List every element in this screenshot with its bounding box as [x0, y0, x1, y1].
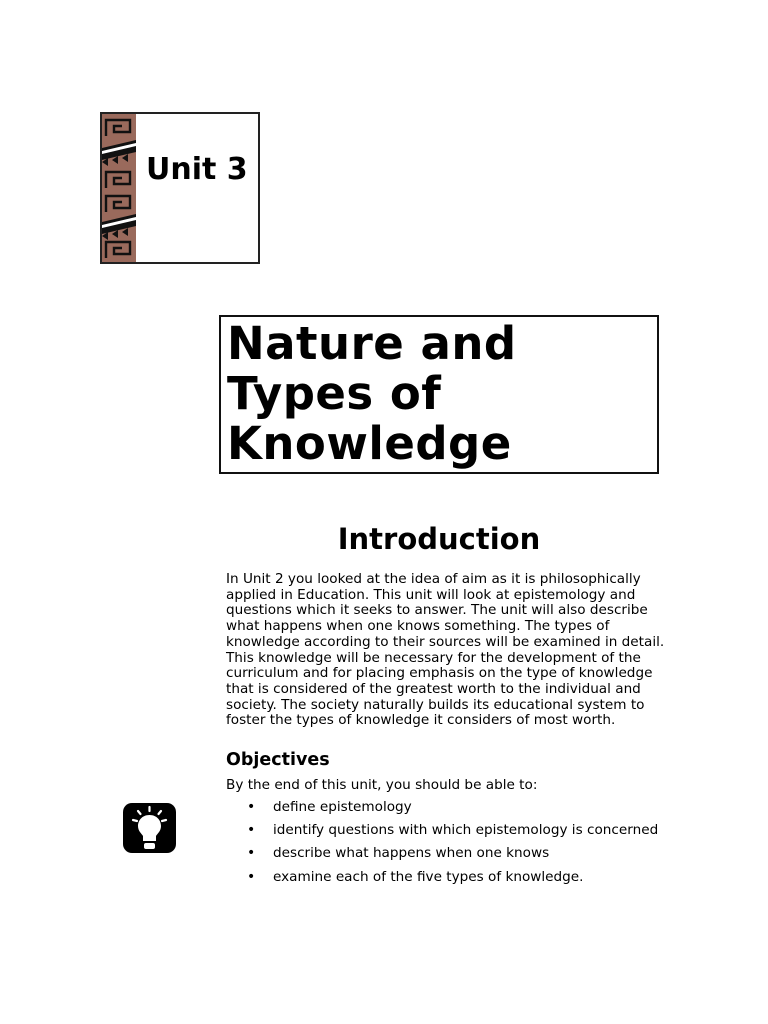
objective-item [226, 870, 666, 886]
chapter-title-line: Types of [227, 367, 442, 420]
objective-item [226, 823, 666, 839]
bullet-icon: • [247, 799, 256, 815]
chapter-title-line: Knowledge [227, 417, 512, 470]
greek-key-pattern-icon [102, 114, 136, 262]
chapter-title-box [219, 315, 659, 474]
bullet-icon: • [247, 845, 256, 862]
objective-item [226, 800, 666, 816]
objectives-lead: By the end of this unit, you should be able to: [226, 777, 538, 793]
lightbulb-icon [123, 803, 176, 853]
objective-text: define epistemology [273, 799, 412, 815]
bullet-icon: • [247, 868, 256, 885]
objectives-list [226, 800, 666, 893]
unit-box [100, 112, 260, 264]
objective-item [226, 846, 666, 862]
objective-text: examine each of the five types of knowledge. [273, 868, 584, 885]
objective-text: identify questions with which epistemology is concerned [273, 822, 659, 839]
introduction-heading: Introduction [337, 522, 541, 556]
objectives-heading: Objectives [226, 750, 330, 770]
chapter-title-line: Nature and [227, 317, 517, 370]
unit-number: Unit 3 [146, 152, 248, 187]
objective-text: describe what happens when one knows [273, 845, 550, 862]
bullet-icon: • [247, 822, 256, 839]
introduction-paragraph: In Unit 2 you looked at the idea of aim as it is philosophically applied in Education. This unit will look at epistemology and questions which it seeks to answer. The unit will also describe what happens when one knows something. The types of knowledge according to their sources will be examined in detail. This knowledge will be necessary for the development of the curriculum and for placing emphasis on the type of knowledge that is considered of the greatest worth to the individual and society. The society naturally builds its educational system to foster the types of knowledge it considers of most worth. [226, 571, 665, 729]
